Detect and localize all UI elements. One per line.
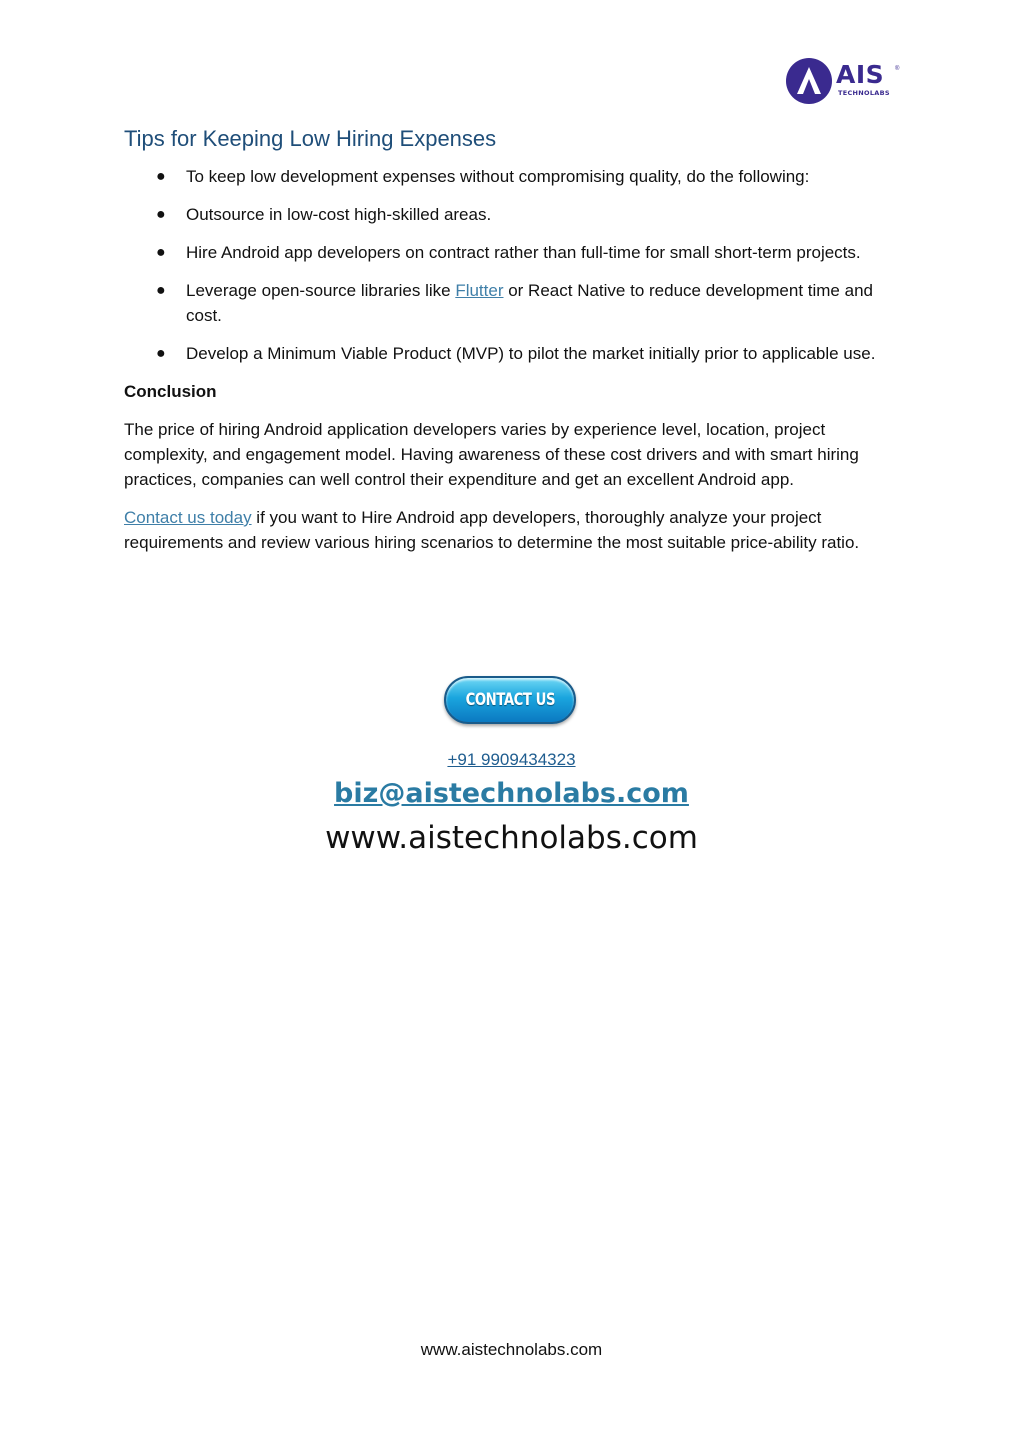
- contact-us-today-link[interactable]: Contact us today: [124, 508, 252, 527]
- tips-list: [124, 164, 904, 366]
- logo-wordmark: AIS: [836, 60, 885, 89]
- list-item: [124, 164, 904, 189]
- list-item-text: To keep low development expenses without compromising quality, do the following:: [186, 167, 810, 186]
- bullet-icon: ●: [156, 168, 166, 185]
- contact-us-button[interactable]: [444, 676, 576, 724]
- list-item: [124, 240, 904, 265]
- list-item-text: Outsource in low-cost high-skilled areas.: [186, 205, 492, 224]
- contact-paragraph: [124, 505, 904, 555]
- bullet-icon: ●: [156, 206, 166, 223]
- section-title: Tips for Keeping Low Hiring Expenses: [124, 126, 497, 151]
- bullet-icon: ●: [156, 345, 166, 362]
- conclusion-heading: Conclusion: [124, 382, 217, 401]
- phone-link[interactable]: +91 9909434323: [447, 750, 576, 769]
- list-item-text-before: Leverage open-source libraries like: [186, 281, 456, 300]
- email-link[interactable]: biz@aistechnolabs.com: [334, 778, 689, 809]
- document-body: [124, 124, 904, 568]
- contact-paragraph-text: if you want to Hire Android app developers, thoroughly analyze your project requirements and review various hiring scenarios to determine the most suitable price-ability ratio.: [124, 508, 860, 552]
- list-item: [124, 341, 904, 366]
- list-item-text-after: or React Native to reduce development time and cost.: [186, 281, 873, 325]
- company-logo: [786, 58, 906, 108]
- bullet-icon: ●: [156, 282, 166, 299]
- contact-us-button-label: CONTACT US: [465, 690, 555, 710]
- logo-registered-mark: ®: [895, 66, 900, 72]
- list-item: [124, 202, 904, 227]
- logo-a-icon: [786, 58, 832, 104]
- logo-subtitle: TECHNOLABS: [838, 89, 890, 97]
- flutter-link[interactable]: Flutter: [455, 281, 504, 300]
- list-item-text: Develop a Minimum Viable Product (MVP) to pilot the market initially prior to applicable use.: [186, 344, 876, 363]
- website-text: www.aistechnolabs.com: [325, 820, 698, 856]
- list-item-text: Hire Android app developers on contract rather than full-time for small short-term projects.: [186, 243, 861, 262]
- list-item: [124, 278, 904, 328]
- footer-website: www.aistechnolabs.com: [420, 1340, 603, 1359]
- conclusion-paragraph: The price of hiring Android application developers varies by experience level, location, project complexity, and engagement model. Having awareness of these cost drivers and with smart hiring practices, companies can well control their expenditure and get an excellent Android app.: [124, 420, 859, 489]
- bullet-icon: ●: [156, 244, 166, 261]
